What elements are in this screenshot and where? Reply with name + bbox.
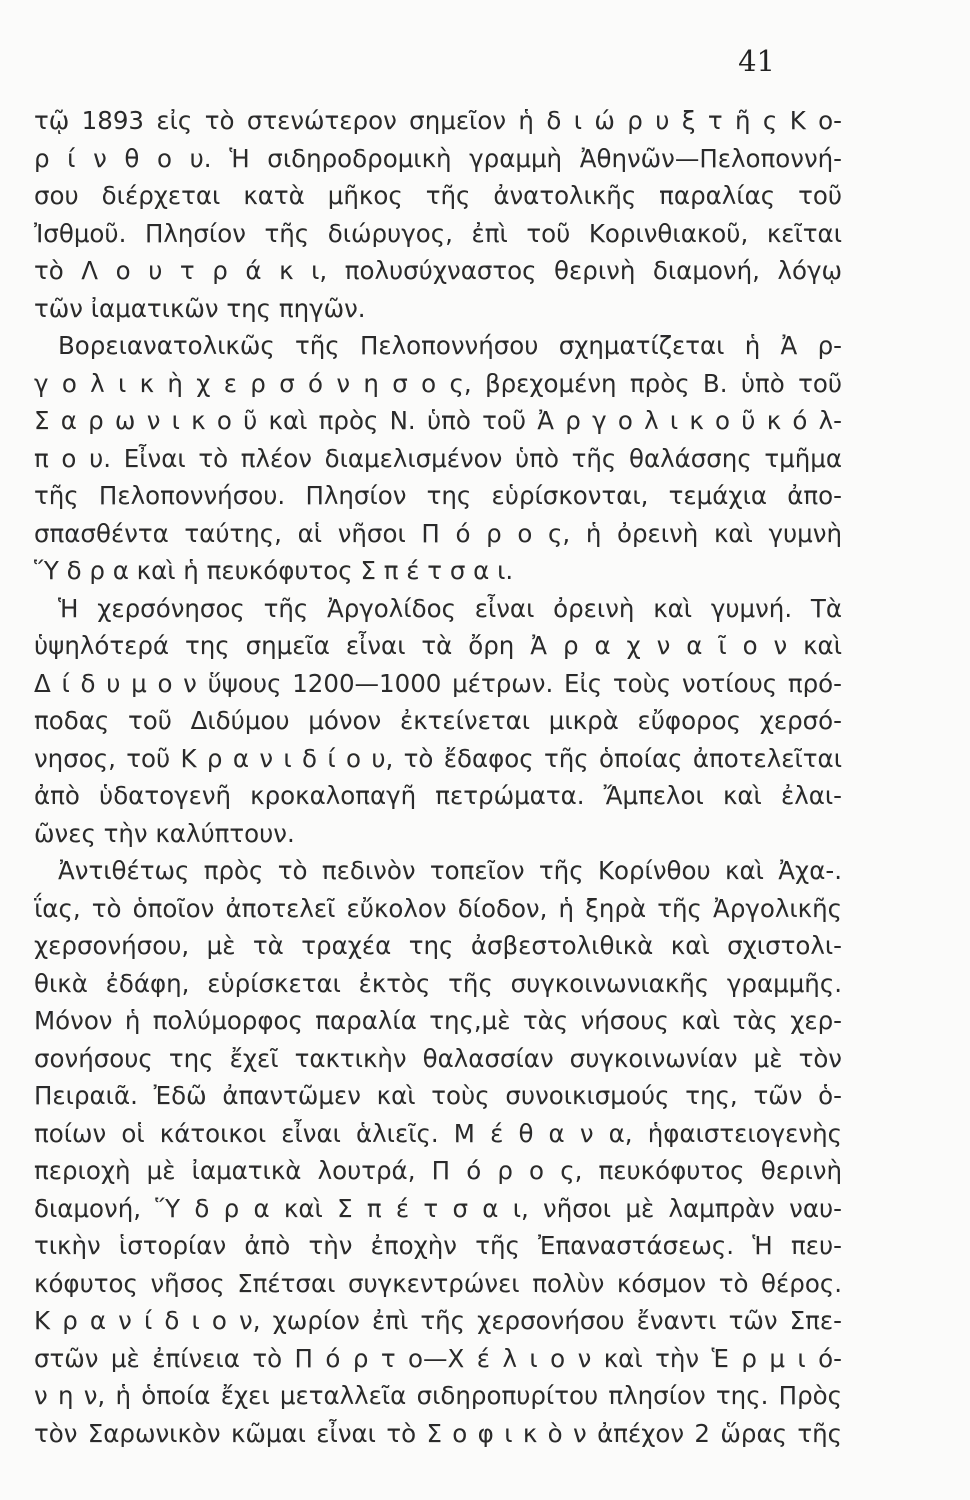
text-line: Κ ρ α ν ί δ ι ο ν, χωρίον ἐπὶ τῆς χερσονήσου ἔναντι τῶν Σπε- — [34, 1306, 842, 1335]
text-line: Σ α ρ ω ν ι κ ο ῦ καὶ πρὸς Ν. ὑπὸ τοῦ Ἀ ρ γ ο λ ι κ ο ῦ κ ό λ- — [34, 406, 842, 435]
text-line: περιοχὴ μὲ ἰαματικὰ λουτρά, Π ό ρ ο ς, πευκόφυτος θερινὴ — [34, 1156, 842, 1185]
text-line: ν η ν, ἡ ὁποία ἔχει μεταλλεῖα σιδηροπυρίτου πλησίον της. Πρὸς — [34, 1381, 842, 1410]
text-line: σπασθέντα ταύτης, αἱ νῆσοι Π ό ρ ο ς, ἡ ὀρεινὴ καὶ γυμνὴ — [34, 518, 842, 548]
page-number: 41 — [738, 44, 775, 78]
text-line: τικὴν ἱστορίαν ἀπὸ τὴν ἐποχὴν τῆς Ἐπαναστάσεως. Ἡ πευ- — [34, 1231, 842, 1260]
text-line: Βορειανατολικῶς τῆς Πελοποννήσου σχηματίζεται ἡ Ἀ ρ- — [58, 331, 842, 360]
text-line: Πειραιᾶ. Ἐδῶ ἀπαντῶμεν καὶ τοὺς συνοικισμούς της, τῶν ὁ- — [34, 1081, 842, 1110]
text-line: γ ο λ ι κ ὴ χ ε ρ σ ό ν η σ ο ς, βρεχομένη πρὸς Β. ὑπὸ τοῦ — [34, 368, 842, 398]
text-line: τῶν ἰαματικῶν της πηγῶν. — [34, 293, 366, 323]
text-line: Ὕ δ ρ α καὶ ἡ πευκόφυτος Σ π έ τ σ α ι. — [34, 556, 514, 585]
text-line: σου διέρχεται κατὰ μῆκος τῆς ἀνατολικῆς παραλίας τοῦ — [34, 181, 842, 210]
text-line: Ἡ χερσόνησος τῆς Ἀργολίδος εἶναι ὀρεινὴ καὶ γυμνή. Τὰ — [58, 593, 842, 623]
text-line: ῶνες τὴν καλύπτουν. — [34, 818, 295, 848]
text-line: στῶν μὲ ἐπίνεια τὸ Π ό ρ τ ο—Χ έ λ ι ο ν καὶ τὴν Ἑ ρ μ ι ό- — [34, 1343, 842, 1373]
body-text — [34, 102, 842, 1452]
text-line: ποδας τοῦ Διδύμου μόνον ἐκτείνεται μικρὰ εὔφορος χερσό- — [34, 706, 842, 735]
text-line: Ἰσθμοῦ. Πλησίον τῆς διώρυγος, ἐπὶ τοῦ Κορινθιακοῦ, κεῖται — [34, 218, 842, 248]
text-line: ποίων οἱ κάτοικοι εἶναι ἁλιεῖς. Μ έ θ α ν α, ἡφαιστειογενὴς — [34, 1118, 842, 1148]
text-line: σονήσους της ἔχεῖ τακτικὴν θαλασσίαν συγκοινωνίαν μὲ τὸν — [34, 1043, 842, 1073]
text-line: ὑψηλότερά της σημεῖα εἶναι τὰ ὄρη Ἀ ρ α χ ν α ῖ ο ν καὶ — [34, 631, 842, 660]
text-line: ἀπὸ ὑδατογενῆ κροκαλοπαγῆ πετρώματα. Ἄμπελοι καὶ ἐλαι- — [34, 781, 842, 810]
text-line: π ο υ. Εἶναι τὸ πλέον διαμελισμένον ὑπὸ τῆς θαλάσσης τμῆμα — [34, 443, 842, 473]
text-line: τὸ Λ ο υ τ ρ ά κ ι, πολυσύχναστος θερινὴ διαμονή, λόγῳ — [34, 256, 842, 285]
text-line: τῷ 1893 εἰς τὸ στενώτερον σημεῖον ἡ δ ι ώ ρ υ ξ τ ῆ ς Κ ο- — [34, 106, 842, 135]
text-line: Ἀντιθέτως πρὸς τὸ πεδινὸν τοπεῖον τῆς Κορίνθου καὶ Ἀχα-. — [58, 856, 842, 885]
text-line: τῆς Πελοποννήσου. Πλησίον της εὑρίσκονται, τεμάχια ἀπο- — [34, 481, 842, 510]
text-line: κόφυτος νῆσος Σπέτσαι συγκεντρώνει πολὺν κόσμον τὸ θέρος. — [34, 1268, 842, 1298]
text-line: ΐας, τὸ ὁποῖον ἀποτελεῖ εὔκολον δίοδον, ἡ ξηρὰ τῆς Ἀργολικῆς — [34, 893, 842, 923]
text-line: θικὰ ἐδάφη, εὑρίσκεται ἐκτὸς τῆς συγκοινωνιακῆς γραμμῆς. — [34, 968, 842, 998]
text-line: ρ ί ν θ ο υ. Ἡ σιδηροδρομικὴ γραμμὴ Ἀθηνῶν—Πελοποννή- — [34, 143, 842, 173]
text-line: χερσονήσου, μὲ τὰ τραχέα της ἀσβεστολιθικὰ καὶ σχιστολι- — [34, 931, 842, 960]
text-line: Μόνον ἡ πολύμορφος παραλία της,μὲ τὰς νήσους καὶ τὰς χερ- — [34, 1006, 842, 1035]
text-line: τὸν Σαρωνικὸν κῶμαι εἶναι τὸ Σ ο φ ι κ ὸ ν ἀπέχον 2 ὥρας τῆς — [34, 1418, 842, 1448]
text-line: νησος, τοῦ Κ ρ α ν ι δ ί ο υ, τὸ ἔδαφος τῆς ὁποίας ἀποτελεῖται — [34, 743, 842, 773]
text-line: διαμονή, Ὕ δ ρ α καὶ Σ π έ τ σ α ι, νῆσοι μὲ λαμπρὰν ναυ- — [34, 1193, 842, 1223]
text-line: Δ ί δ υ μ ο ν ὕψους 1200—1000 μέτρων. Εἰς τοὺς νοτίους πρό- — [34, 668, 842, 698]
